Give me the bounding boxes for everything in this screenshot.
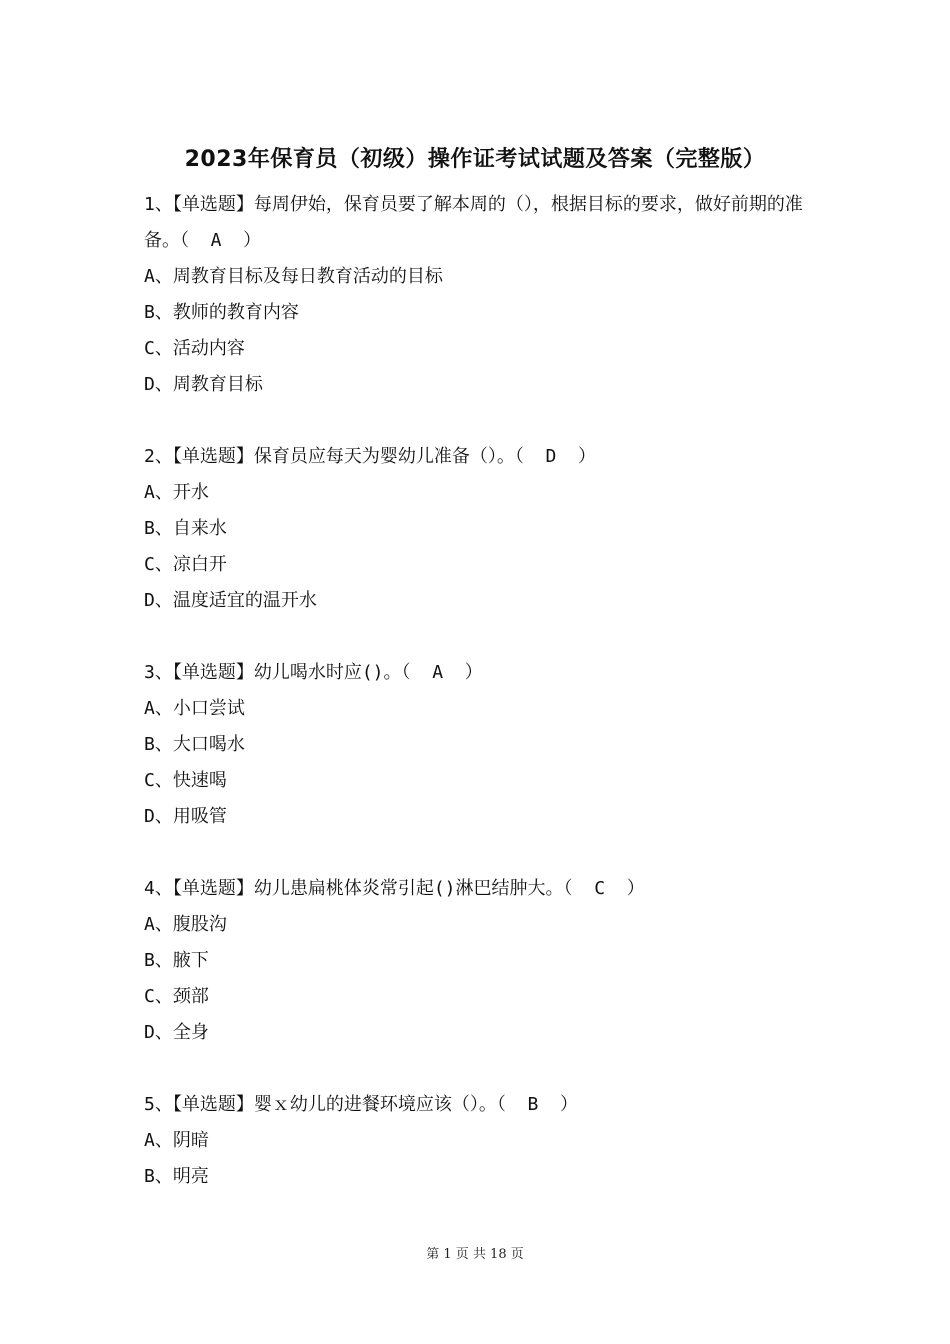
option-text: 活动内容 xyxy=(172,338,245,359)
page-title: 2023年保育员（初级）操作证考试试题及答案（完整版） xyxy=(184,147,766,172)
option-d xyxy=(144,367,814,403)
question-text: 婴ｘ幼儿的进餐环境应该（）。 xyxy=(253,1094,497,1115)
option-b xyxy=(144,295,814,331)
option-letter: A、 xyxy=(144,914,173,935)
option-text: 教师的教育内容 xyxy=(172,302,299,323)
question-number: 1、 xyxy=(144,194,173,215)
option-a xyxy=(144,475,814,511)
question-1 xyxy=(144,187,814,403)
question-stem xyxy=(144,871,814,907)
option-c xyxy=(144,763,814,799)
question-number: 5、 xyxy=(144,1094,173,1115)
option-text: 明亮 xyxy=(172,1166,209,1187)
option-text: 自来水 xyxy=(172,518,227,539)
option-letter: D、 xyxy=(144,1022,173,1043)
question-type: 【单选题】 xyxy=(172,446,254,467)
question-type: 【单选题】 xyxy=(172,878,254,899)
option-c xyxy=(144,979,814,1015)
option-text: 周教育目标 xyxy=(172,374,263,395)
question-3 xyxy=(144,655,814,835)
question-type: 【单选题】 xyxy=(172,662,254,683)
option-c xyxy=(144,331,814,367)
question-text: 每周伊始，保育员要了解本周的（），根据目标的要求，做好前期的准备。 xyxy=(144,194,803,251)
option-letter: A、 xyxy=(144,266,173,287)
option-c xyxy=(144,547,814,583)
option-letter: C、 xyxy=(144,770,173,791)
question-text: 幼儿喝水时应()。 xyxy=(253,662,402,683)
question-answer: （ C ） xyxy=(563,878,645,899)
question-answer: （ A ） xyxy=(401,662,483,683)
option-letter: D、 xyxy=(144,590,173,611)
option-letter: D、 xyxy=(144,806,173,827)
option-b xyxy=(144,511,814,547)
question-number: 4、 xyxy=(144,878,173,899)
question-answer: （ A ） xyxy=(180,230,262,251)
question-5 xyxy=(144,1087,814,1195)
option-b xyxy=(144,1159,814,1195)
question-text: 幼儿患扁桃体炎常引起()淋巴结肿大。 xyxy=(253,878,564,899)
option-text: 周教育目标及每日教育活动的目标 xyxy=(172,266,443,287)
option-text: 阴暗 xyxy=(172,1130,209,1151)
question-type: 【单选题】 xyxy=(172,1094,254,1115)
question-list xyxy=(144,187,814,1231)
question-answer: （ D ） xyxy=(514,446,597,467)
option-b xyxy=(144,943,814,979)
question-number: 2、 xyxy=(144,446,173,467)
option-text: 凉白开 xyxy=(172,554,227,575)
option-text: 腹股沟 xyxy=(172,914,227,935)
question-answer: （ B ） xyxy=(496,1094,579,1115)
option-text: 大口喝水 xyxy=(172,734,245,755)
option-text: 开水 xyxy=(172,482,209,503)
question-stem xyxy=(144,655,814,691)
option-d xyxy=(144,799,814,835)
option-letter: A、 xyxy=(144,482,173,503)
option-letter: A、 xyxy=(144,1130,173,1151)
option-a xyxy=(144,259,814,295)
question-text: 保育员应每天为婴幼儿准备（）。 xyxy=(253,446,515,467)
question-type: 【单选题】 xyxy=(172,194,254,215)
question-number: 3、 xyxy=(144,662,173,683)
option-text: 腋下 xyxy=(172,950,209,971)
question-2 xyxy=(144,439,814,619)
option-b xyxy=(144,727,814,763)
option-text: 用吸管 xyxy=(172,806,227,827)
option-d xyxy=(144,583,814,619)
question-stem xyxy=(144,187,814,259)
question-4 xyxy=(144,871,814,1051)
option-letter: C、 xyxy=(144,986,173,1007)
option-a xyxy=(144,691,814,727)
option-a xyxy=(144,907,814,943)
option-letter: B、 xyxy=(144,1166,173,1187)
page-number: 第 1 页 共 18 页 xyxy=(426,1247,524,1262)
option-text: 小口尝试 xyxy=(172,698,245,719)
option-text: 温度适宜的温开水 xyxy=(172,590,317,611)
option-a xyxy=(144,1123,814,1159)
option-letter: B、 xyxy=(144,518,173,539)
option-text: 快速喝 xyxy=(172,770,227,791)
option-letter: B、 xyxy=(144,302,173,323)
option-letter: D、 xyxy=(144,374,173,395)
option-letter: C、 xyxy=(144,554,173,575)
option-letter: C、 xyxy=(144,338,173,359)
option-text: 颈部 xyxy=(172,986,209,1007)
option-d xyxy=(144,1015,814,1051)
question-stem xyxy=(144,1087,814,1123)
question-stem xyxy=(144,439,814,475)
option-text: 全身 xyxy=(172,1022,209,1043)
option-letter: B、 xyxy=(144,734,173,755)
option-letter: B、 xyxy=(144,950,173,971)
option-letter: A、 xyxy=(144,698,173,719)
